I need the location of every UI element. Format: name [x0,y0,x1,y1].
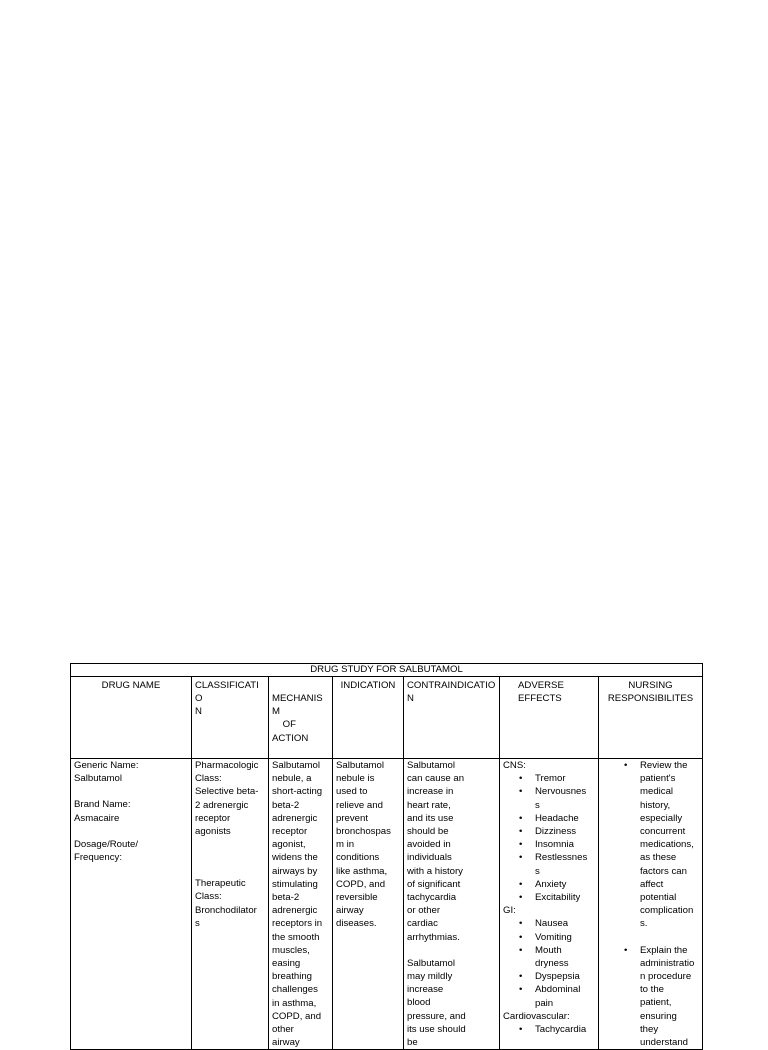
generic-name: Generic Name: Salbutamol [74,760,139,785]
list-item: • Review the patient's medical history, especially concurrent medications, as these factors can affect potential complication s. [602,759,699,931]
list-item: • Insomnia [503,838,595,851]
header-nursing: NURSING RESPONSIBILITES [599,677,703,759]
table-row [71,759,703,1050]
gi-label: GI: [503,905,516,917]
list-item: • Nervousnes s [503,785,595,811]
cardiovascular-label: Cardiovascular: [503,1010,570,1022]
contraindication-para-1: Salbutamol can cause an increase in heart rate, and its use should be avoided in individuals with a history of significant tachycardia or other cardiac arrhythmias. [407,760,465,943]
table-title-row [71,664,703,677]
list-item: • Tremor [503,772,595,785]
list-item: • Vomiting [503,931,595,944]
cell-adverse-effects [500,759,599,1050]
cardiovascular-list [503,1023,595,1036]
list-item: • Restlessnes s [503,851,595,877]
pharmacologic-class: Pharmacologic Class: Selective beta- 2 adrenergic receptor agonists [195,760,259,838]
cell-mechanism: Salbutamol nebule, a short-acting beta-2 adrenergic receptor agonist, widens the airways by stimulating beta-2 adrenergic receptors in the smooth muscles, easing breathing challenges in asthma, COPD, and other airway [269,759,333,1050]
header-contraindication: CONTRAINDICATIO N [404,677,500,759]
brand-name: Brand Name: Asmacaire [74,799,131,824]
drug-study-table [70,663,703,1050]
list-item: • Dyspepsia [503,970,595,983]
nursing-list [602,759,699,1049]
cell-contraindication [404,759,500,1050]
header-classification: CLASSIFICATIO N [192,677,269,759]
list-item: • Abdominal pain [503,983,595,1009]
contraindication-para-2: Salbutamol may mildly increase blood pressure, and its use should be [407,957,466,1049]
cell-nursing [599,759,703,1050]
list-item: • Tachycardia [503,1023,595,1036]
list-spacer [602,931,699,944]
header-mechanism: MECHANIS M OF ACTION [269,677,333,759]
list-item: • Excitability [503,891,595,904]
cell-classification [192,759,269,1050]
list-item: • Nausea [503,917,595,930]
header-drug-name: DRUG NAME [71,677,192,759]
header-indication: INDICATION [333,677,404,759]
cell-drug-name [71,759,192,1050]
cns-label: CNS: [503,760,526,771]
list-item: • Dizziness [503,825,595,838]
list-item: • Headache [503,812,595,825]
list-item: • Explain the administratio n procedure to the patient, ensuring they understand [602,944,699,1050]
table-header-row [71,677,703,759]
gi-list [503,917,595,1009]
header-adverse-effects: ADVERSE EFFECTS [500,677,599,759]
list-item: • Mouth dryness [503,944,595,970]
list-item: • Anxiety [503,878,595,891]
cell-indication: Salbutamol nebule is used to relieve and prevent bronchospas m in conditions like asthma, COPD, and reversible airway diseases. [333,759,404,1050]
therapeutic-class: Therapeutic Class: Bronchodilator s [195,878,257,929]
table-title: DRUG STUDY FOR SALBUTAMOL [71,664,703,677]
cns-list [503,772,595,904]
dosage-route-frequency: Dosage/Route/ Frequency: [74,838,138,864]
